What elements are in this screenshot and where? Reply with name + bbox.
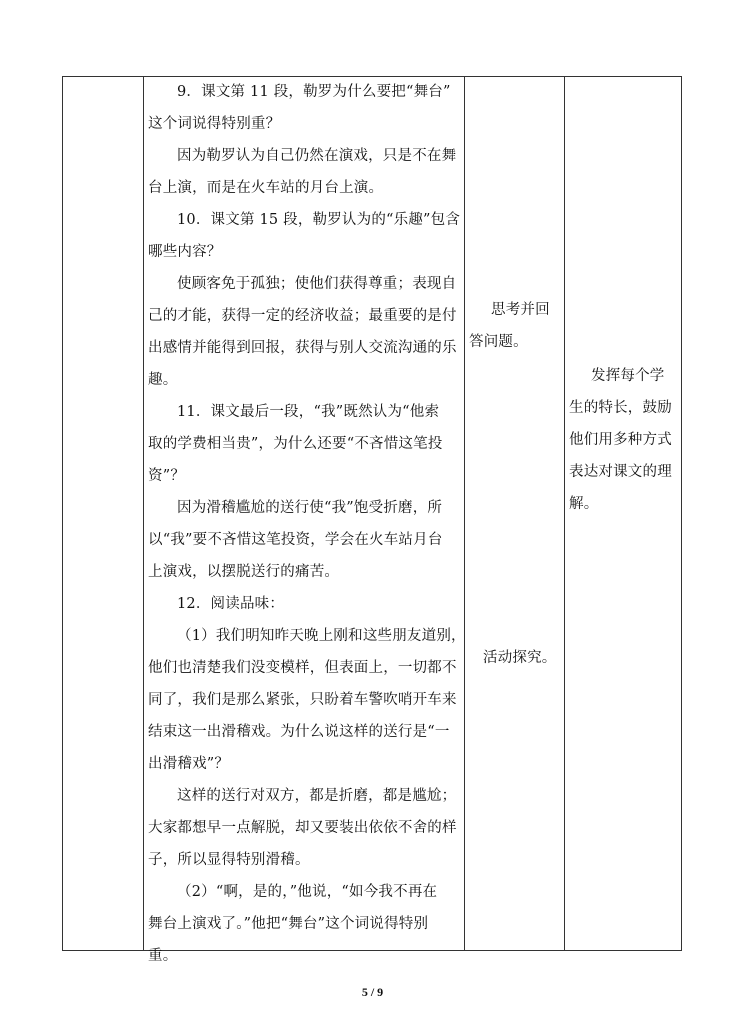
student-activity-line2: 答问题。 <box>469 334 528 350</box>
question-12-heading: 12．阅读品味： <box>177 596 285 612</box>
answer-12-1-line2: 大家都想早一点解脱，却又要装出依依不舍的样 <box>148 820 457 836</box>
question-9-line2: 这个词说得特别重？ <box>148 116 281 132</box>
purpose-line3: 他们用多种方式 <box>569 432 672 448</box>
passage-1-line2: 他们也清楚我们没变模样，但表面上，一切都不 <box>148 660 457 676</box>
answer-10-line3: 出感情并能得到回报，获得与别人交流沟通的乐 <box>148 340 457 356</box>
student-activity-inquiry: 活动探究。 <box>483 650 557 666</box>
answer-10-line2: 己的才能，获得一定的经济收益；最重要的是付 <box>148 308 457 324</box>
question-9-line1: 9．课文第 11 段，勒罗为什么要把“舞台” <box>177 84 451 100</box>
question-10-line2: 哪些内容？ <box>148 244 222 260</box>
purpose-line5: 解。 <box>569 496 599 512</box>
question-11-line1: 11．课文最后一段，“我”既然认为“他索 <box>177 404 440 420</box>
answer-10-line1: 使顾客免于孤独；使他们获得尊重；表现自 <box>177 276 457 292</box>
answer-11-line3: 上演戏，以摆脱送行的痛苦。 <box>148 564 340 580</box>
answer-12-1-line3: 子，所以显得特别滑稽。 <box>148 852 310 868</box>
answer-11-line1: 因为滑稽尴尬的送行使“我”饱受折磨，所 <box>177 500 443 516</box>
answer-11-line2: 以“我”要不吝惜这笔投资，学会在火车站月台 <box>148 532 443 548</box>
answer-9-line2: 台上演，而是在火车站的月台上演。 <box>148 180 384 196</box>
purpose-line2: 生的特长，鼓励 <box>569 400 672 416</box>
purpose-line1: 发挥每个学 <box>591 368 665 384</box>
passage-1-line1: （1）我们明知昨天晚上刚和这些朋友道别， <box>177 628 466 644</box>
passage-2-line2: 舞台上演戏了。”他把“舞台”这个词说得特别 <box>148 916 429 932</box>
question-10-line1: 10．课文第 15 段，勒罗认为的“乐趣”包含 <box>177 212 461 228</box>
column-divider <box>464 77 465 950</box>
column-divider <box>564 77 565 950</box>
page-number: 5 / 9 <box>361 985 384 999</box>
answer-12-1-line1: 这样的送行对双方，都是折磨，都是尴尬； <box>177 788 457 804</box>
question-11-line3: 资”？ <box>148 468 186 484</box>
passage-2-line1: （2）“啊，是的，”他说，“如今我不再在 <box>177 884 438 900</box>
purpose-line4: 表达对课文的理 <box>569 464 672 480</box>
answer-10-line4: 趣。 <box>148 372 178 388</box>
student-activity-line1: 思考并回 <box>491 302 550 318</box>
column-divider <box>143 77 144 950</box>
question-11-line2: 取的学费相当贵”，为什么还要“不吝惜这笔投 <box>148 436 443 452</box>
passage-1-line5: 出滑稽戏”？ <box>148 756 230 772</box>
answer-9-line1: 因为勒罗认为自己仍然在演戏，只是不在舞 <box>177 148 457 164</box>
passage-2-line3: 重。 <box>148 948 178 964</box>
passage-1-line4: 结束这一出滑稽戏。为什么说这样的送行是“一 <box>148 724 450 740</box>
passage-1-line3: 同了，我们是那么紧张，只盼着车警吹哨开车来 <box>148 692 457 708</box>
